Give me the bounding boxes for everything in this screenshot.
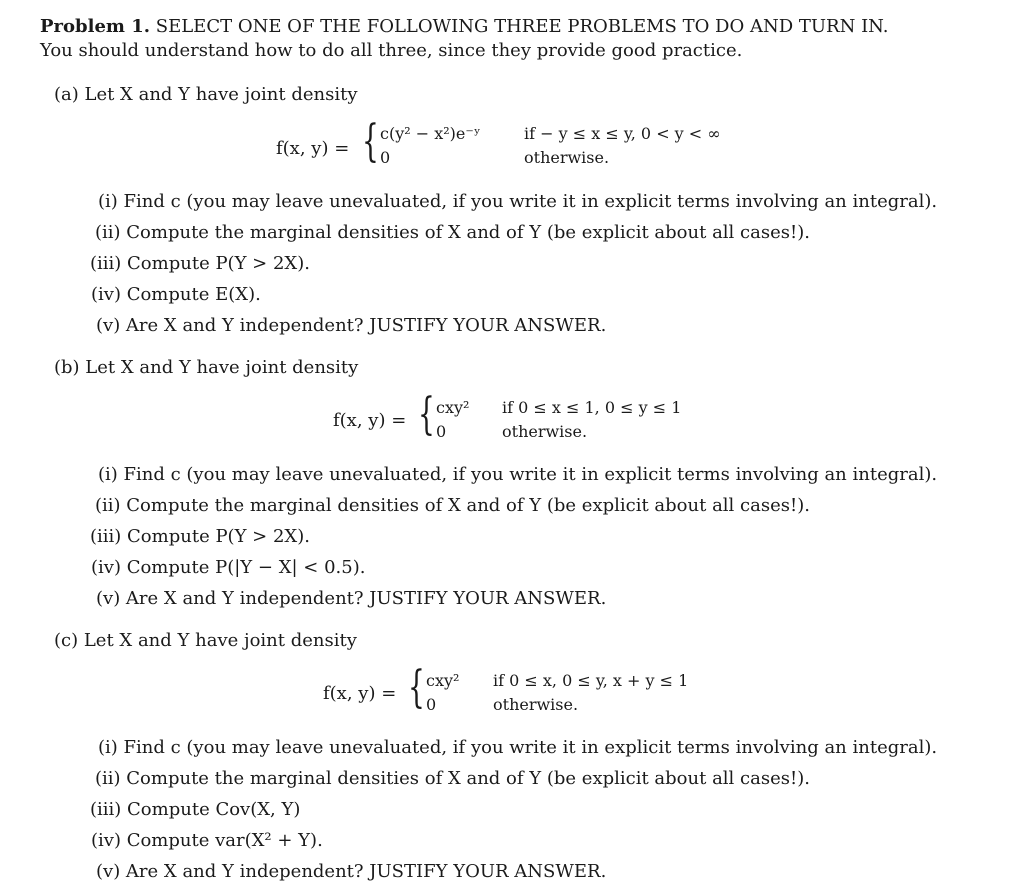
part-b-intro: (b) Let X and Y have joint density: [54, 357, 359, 378]
part-c-brace: {: [408, 662, 425, 713]
part-a-case2-expr: 0: [380, 148, 391, 167]
problem-header: [40, 16, 889, 38]
part-a-case1-expr: c(y² − x²)e⁻ʸ: [380, 124, 481, 143]
part-a-lhs: f(x, y) =: [276, 138, 350, 159]
part-a-case1-cond: if − y ≤ x ≤ y, 0 < y < ∞: [524, 124, 721, 143]
part-b-case2-cond: otherwise.: [502, 422, 588, 441]
problem-subtext: You should understand how to do all three, since they provide good practice.: [40, 40, 743, 61]
part-b-item-i: (i) Find c (you may leave unevaluated, if you write it in explicit terms involving an integral).: [98, 464, 938, 485]
part-b-case1-expr: cxy²: [436, 398, 470, 417]
part-b-item-ii: (ii) Compute the marginal densities of X and of Y (be explicit about all cases!).: [95, 495, 810, 516]
part-a-intro: (a) Let X and Y have joint density: [54, 84, 358, 105]
part-a-brace: {: [362, 116, 379, 167]
problem-label: Problem 1.: [40, 16, 151, 37]
part-c-intro: (c) Let X and Y have joint density: [54, 630, 357, 651]
part-a-case2-cond: otherwise.: [524, 148, 610, 167]
part-a-item-i: (i) Find c (you may leave unevaluated, if you write it in explicit terms involving an integral).: [98, 191, 938, 212]
part-c-lhs: f(x, y) =: [323, 683, 397, 704]
part-c-item-v: (v) Are X and Y independent? JUSTIFY YOUR ANSWER.: [96, 861, 607, 882]
part-b-case2-expr: 0: [436, 422, 447, 441]
part-a-item-iii: (iii) Compute P(Y > 2X).: [90, 253, 310, 274]
part-c-item-iii: (iii) Compute Cov(X, Y): [90, 799, 301, 820]
part-c-case2-cond: otherwise.: [493, 695, 579, 714]
part-b-item-v: (v) Are X and Y independent? JUSTIFY YOUR ANSWER.: [96, 588, 607, 609]
part-c-item-ii: (ii) Compute the marginal densities of X and of Y (be explicit about all cases!).: [95, 768, 810, 789]
part-b-brace: {: [418, 389, 435, 440]
part-b-lhs: f(x, y) =: [333, 410, 407, 431]
part-b-item-iv: (iv) Compute P(|Y − X| < 0.5).: [91, 557, 366, 578]
part-b-item-iii: (iii) Compute P(Y > 2X).: [90, 526, 310, 547]
part-c-case1-cond: if 0 ≤ x, 0 ≤ y, x + y ≤ 1: [493, 671, 689, 690]
problem-instruction: SELECT ONE OF THE FOLLOWING THREE PROBLEMS TO DO AND TURN IN.: [155, 16, 889, 37]
part-a-item-v: (v) Are X and Y independent? JUSTIFY YOUR ANSWER.: [96, 315, 607, 336]
part-b-case1-cond: if 0 ≤ x ≤ 1, 0 ≤ y ≤ 1: [502, 398, 682, 417]
part-c-item-i: (i) Find c (you may leave unevaluated, if you write it in explicit terms involving an integral).: [98, 737, 938, 758]
part-c-case1-expr: cxy²: [426, 671, 460, 690]
part-a-item-ii: (ii) Compute the marginal densities of X and of Y (be explicit about all cases!).: [95, 222, 810, 243]
part-c-case2-expr: 0: [426, 695, 437, 714]
part-c-item-iv: (iv) Compute var(X² + Y).: [91, 830, 323, 851]
part-a-item-iv: (iv) Compute E(X).: [91, 284, 261, 305]
